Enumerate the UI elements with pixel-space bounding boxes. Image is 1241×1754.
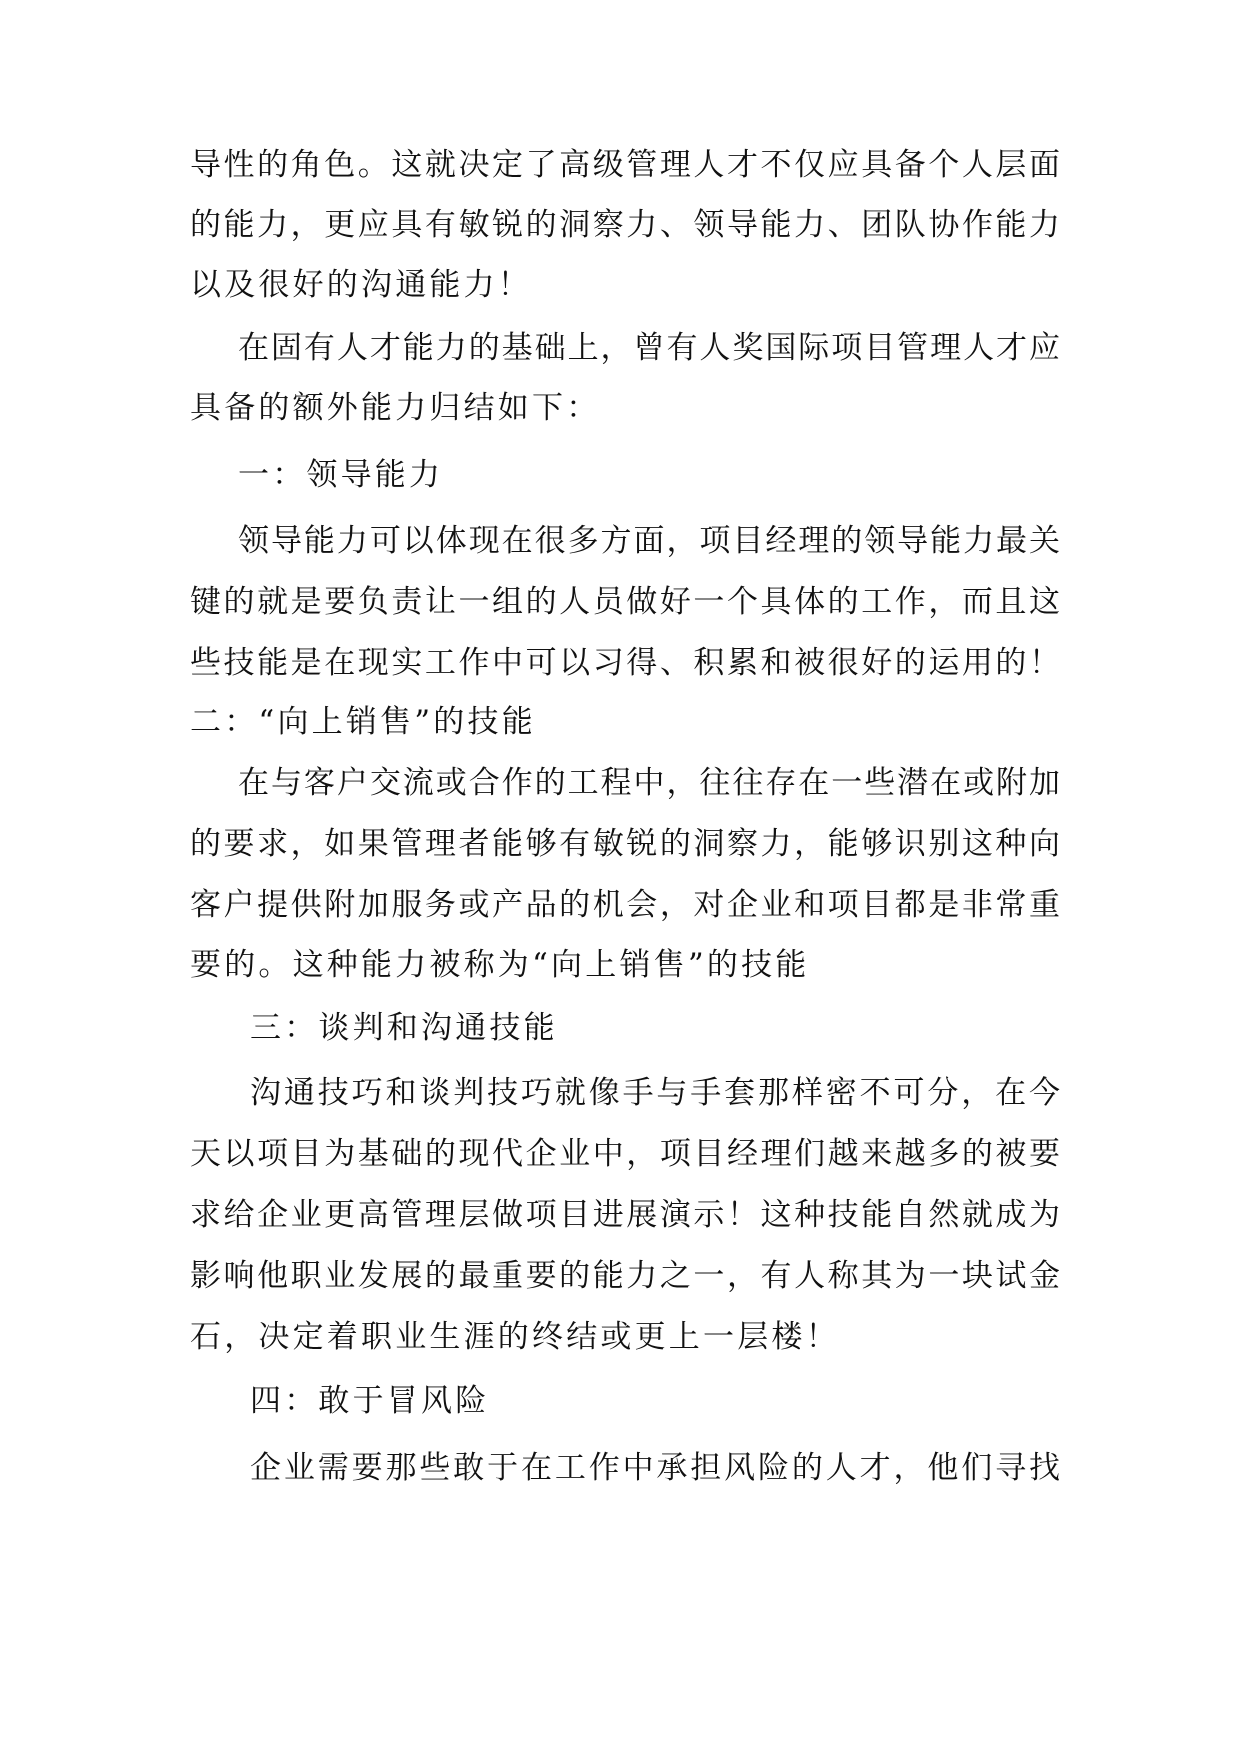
text-line: 以及很好的沟通能力！: [190, 267, 532, 303]
text-line: 领导能力可以体现在很多方面，项目经理的领导能力最关: [238, 523, 1060, 559]
section-heading: 四：敢于冒风险: [250, 1383, 490, 1419]
text-line: 导性的角色。这就决定了高级管理人才不仅应具备个人层面: [190, 147, 1060, 183]
text-line: 在与客户交流或合作的工程中，往往存在一些潜在或附加: [238, 765, 1060, 801]
text-line: 客户提供附加服务或产品的机会，对企业和项目都是非常重: [190, 887, 1060, 923]
text-line: 石，决定着职业生涯的终结或更上一层楼！: [190, 1319, 840, 1355]
text-line: 天以项目为基础的现代企业中，项目经理们越来越多的被要: [190, 1136, 1060, 1172]
text-line: 键的就是要负责让一组的人员做好一个具体的工作，而且这: [190, 584, 1060, 620]
section-heading: 二：“向上销售”的技能: [190, 704, 536, 740]
text-line: 企业需要那些敢于在工作中承担风险的人才，他们寻找: [250, 1450, 1060, 1486]
text-line: 的要求，如果管理者能够有敏锐的洞察力，能够识别这种向: [190, 826, 1060, 862]
text-line: 影响他职业发展的最重要的能力之一，有人称其为一块试金: [190, 1258, 1060, 1294]
section-heading: 一：领导能力: [238, 457, 444, 493]
text-line: 要的。这种能力被称为“向上销售”的技能: [190, 947, 810, 983]
text-line: 具备的额外能力归结如下：: [190, 390, 601, 426]
section-heading: 三：谈判和沟通技能: [250, 1010, 558, 1046]
text-line: 些技能是在现实工作中可以习得、积累和被很好的运用的！: [190, 645, 1060, 681]
text-line: 沟通技巧和谈判技巧就像手与手套那样密不可分，在今: [250, 1075, 1060, 1111]
text-line: 求给企业更高管理层做项目进展演示！这种技能自然就成为: [190, 1197, 1060, 1233]
text-line: 的能力，更应具有敏锐的洞察力、领导能力、团队协作能力: [190, 207, 1060, 243]
text-line: 在固有人才能力的基础上，曾有人奖国际项目管理人才应: [238, 330, 1060, 366]
